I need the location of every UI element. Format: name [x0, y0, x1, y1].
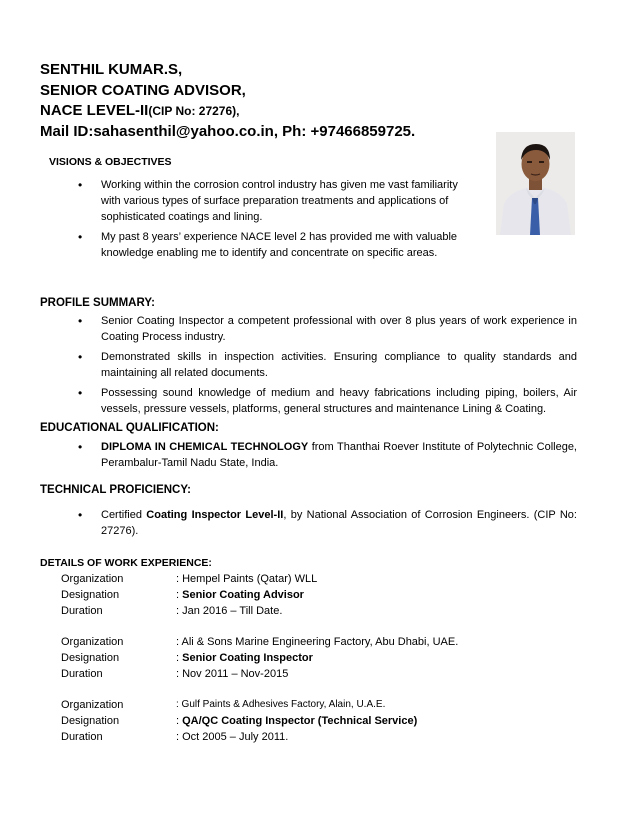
org-label: Organization: [61, 573, 124, 585]
table-row: [40, 605, 458, 621]
designation-value: : Senior Coating Advisor: [176, 589, 304, 601]
designation-value: : QA/QC Coating Inspector (Technical Service): [176, 715, 418, 727]
duration-value: : Oct 2005 – July 2011.: [176, 731, 289, 743]
designation-label: Designation: [61, 589, 120, 601]
duration-value: : Jan 2016 – Till Date.: [176, 605, 283, 617]
list-item: • Working within the corrosion control industry has given me vast familiarity with various types of surface preparation treatments and applications of sophisticated coatings and lining.: [78, 177, 478, 225]
nace-level-main: NACE LEVEL-II: [40, 102, 149, 119]
designation-label: Designation: [61, 715, 120, 727]
profile-heading: PROFILE SUMMARY:: [40, 297, 155, 309]
table-row: [40, 652, 458, 668]
duration-label: Duration: [61, 731, 103, 743]
table-row: [40, 699, 458, 715]
org-label: Organization: [61, 636, 124, 648]
designation-value: : Senior Coating Inspector: [176, 652, 313, 664]
table-row: [40, 715, 458, 731]
org-value: : Hempel Paints (Qatar) WLL: [176, 573, 318, 585]
list-item: • Demonstrated skills in inspection activities. Ensuring compliance to quality standards and maintaining all related documents.: [78, 349, 577, 381]
org-value: : Ali & Sons Marine Engineering Factory, Abu Dhabi, UAE.: [176, 636, 459, 648]
table-row: [40, 731, 458, 747]
table-row: [40, 636, 458, 652]
org-value: : Gulf Paints & Adhesives Factory, Alain, U.A.E.: [176, 699, 386, 710]
nace-cip-number: (CIP No: 27276),: [148, 104, 240, 118]
list-item: [78, 507, 577, 539]
duration-label: Duration: [61, 605, 103, 617]
technical-heading: TECHNICAL PROFICIENCY:: [40, 484, 191, 496]
technical-post: , by National Association of Corrosion Engineers. (CIP No: 27276).: [101, 509, 577, 537]
table-row: [40, 668, 458, 684]
experience-heading: DETAILS OF WORK EXPERIENCE:: [40, 557, 212, 569]
list-item: • Possessing sound knowledge of medium and heavy fabrications including piping, boilers, Air vessels, pressure vessels, platforms, general structures and maintenance Lining & Coating.: [78, 385, 577, 417]
candidate-role: SENIOR COATING ADVISOR,: [40, 82, 246, 99]
education-degree: DIPLOMA IN CHEMICAL TECHNOLOGY: [101, 441, 309, 453]
experience-table: [40, 573, 458, 747]
candidate-photo: [496, 132, 575, 235]
education-heading: EDUCATIONAL QUALIFICATION:: [40, 422, 219, 434]
designation-label: Designation: [61, 652, 120, 664]
technical-list: [78, 507, 577, 543]
list-item: • Senior Coating Inspector a competent professional with over 8 plus years of work experience in Coating Process industry.: [78, 313, 577, 345]
nace-level: [40, 101, 240, 121]
candidate-name: SENTHIL KUMAR.S,: [40, 61, 183, 78]
duration-value: : Nov 2011 – Nov-2015: [176, 668, 289, 680]
table-row: [40, 573, 458, 589]
technical-certification: Coating Inspector Level-II: [146, 509, 284, 521]
visions-heading: VISIONS & OBJECTIVES: [49, 156, 172, 168]
duration-label: Duration: [61, 668, 103, 680]
org-label: Organization: [61, 699, 124, 711]
profile-list: [78, 313, 577, 421]
contact-line: Mail ID:sahasenthil@yahoo.co.in, Ph: +97466859725.: [40, 123, 416, 140]
technical-pre: Certified: [101, 509, 147, 521]
table-row: [40, 589, 458, 605]
list-item: • My past 8 years’ experience NACE level 2 has provided me with valuable knowledge enabling me to identify and concentrate on specific areas.: [78, 229, 478, 261]
list-item: [78, 439, 577, 471]
education-institute: from Thanthai Roever Institute of Polytechnic College, Perambalur-Tamil Nadu State, India.: [101, 441, 577, 469]
portrait-image: [496, 132, 575, 235]
visions-list: [78, 177, 478, 265]
education-list: [78, 439, 577, 475]
